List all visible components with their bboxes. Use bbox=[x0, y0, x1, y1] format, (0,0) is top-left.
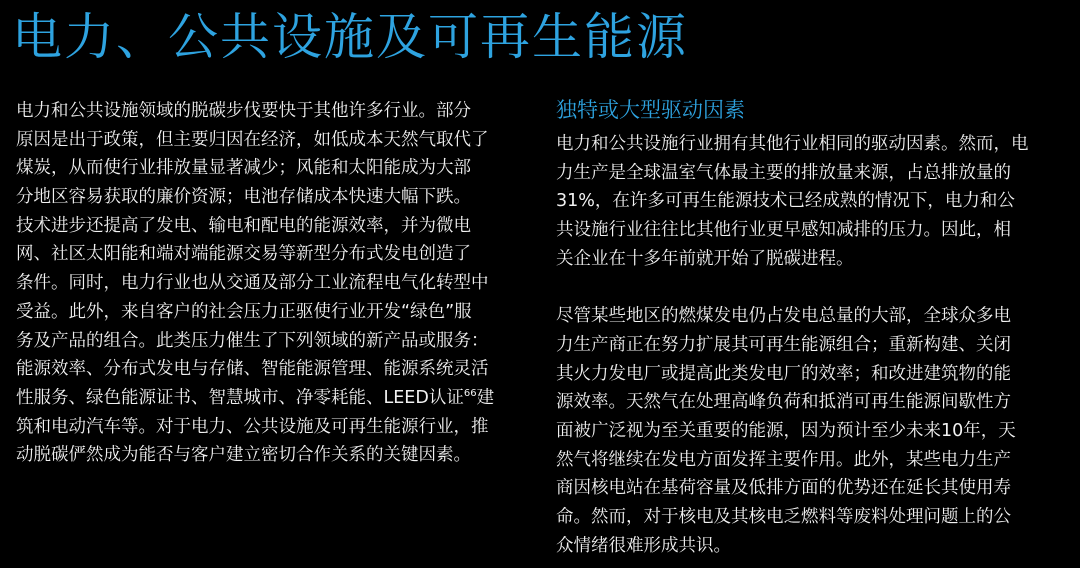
text-line: 关企业在十多年前就开始了脱碳进程。 bbox=[556, 248, 854, 269]
page-title: 电力、公共设施及可再生能源 bbox=[12, 8, 688, 66]
text-line: 商因核电站在基荷容量及低排方面的优势还在延长其使用寿 bbox=[556, 478, 1011, 499]
text-line: 源效率。天然气在处理高峰负荷和抵消可再生能源间歇性方 bbox=[556, 392, 1011, 413]
text-segment: 性服务、绿色能源证书、智慧城市、净零耗能、LEED认证 bbox=[16, 387, 464, 408]
text-line: 条件。同时，电力行业也从交通及部分工业流程电气化转型中 bbox=[16, 273, 489, 294]
text-line: 面被广泛视为至关重要的能源，因为预计至少未来10年，天 bbox=[556, 420, 1016, 441]
text-line: 尽管某些地区的燃煤发电仍占发电总量的大部，全球众多电 bbox=[556, 306, 1011, 327]
text-line: 能源效率、分布式发电与存储、智能能源管理、能源系统灵活 bbox=[16, 359, 489, 380]
text-line-with-footnote bbox=[16, 384, 530, 413]
text-line: 命。然而，对于核电及其核电乏燃料等废料处理问题上的公 bbox=[556, 506, 1011, 527]
text-line: 动脱碳俨然成为能否与客户建立密切合作关系的关键因素。 bbox=[16, 445, 471, 466]
footnote-ref: 66 bbox=[463, 387, 477, 399]
text-line: 电力和公共设施领域的脱碳步伐要快于其他许多行业。部分 bbox=[16, 101, 471, 121]
text-line: 技术进步还提高了发电、输电和配电的能源效率，并为微电 bbox=[16, 215, 471, 236]
text-line: 众情绪很难形成共识。 bbox=[556, 535, 731, 556]
text-line: 共设施行业往往比其他行业更早感知减排的压力。因此，相 bbox=[556, 220, 1011, 241]
text-line: 31%，在许多可再生能源技术已经成熟的情况下，电力和公 bbox=[556, 191, 1015, 212]
text-line: 煤炭，从而使行业排放量显著减少；风能和太阳能成为大部 bbox=[16, 158, 471, 179]
text-line: 筑和电动汽车等。对于电力、公共设施及可再生能源行业，推 bbox=[16, 416, 489, 437]
text-line: 力生产商正在努力扩展其可再生能源组合；重新构建、关闭 bbox=[556, 334, 1011, 355]
text-line: 力生产是全球温室气体最主要的排放量来源，占总排放量的 bbox=[556, 162, 1011, 183]
text-line: 然气将继续在发电方面发挥主要作用。此外，某些电力生产 bbox=[556, 449, 1011, 470]
text-line: 原因是出于政策，但主要归因在经济，如低成本天然气取代了 bbox=[16, 129, 489, 150]
text-line: 电力和公共设施行业拥有其他行业相同的驱动因素。然而，电 bbox=[556, 134, 1029, 154]
text-line: 务及产品的组合。此类压力催生了下列领域的新产品或服务： bbox=[16, 330, 489, 351]
text-line: 其火力发电厂或提高此类发电厂的效率；和改进建筑物的能 bbox=[556, 363, 1011, 384]
text-line: 受益。此外，来自客户的社会压力正驱使行业开发“绿色”服 bbox=[16, 301, 472, 322]
right-column bbox=[556, 94, 1072, 560]
text-line: 网、社区太阳能和端对端能源交易等新型分布式发电创造了 bbox=[16, 244, 471, 265]
text-segment: 建 bbox=[476, 387, 495, 408]
paragraph-gap bbox=[556, 273, 1072, 302]
section-subheading: 独特或大型驱动因素 bbox=[556, 98, 745, 122]
left-column bbox=[16, 97, 530, 470]
text-line: 分地区容易获取的廉价资源；电池存储成本快速大幅下跌。 bbox=[16, 187, 471, 208]
